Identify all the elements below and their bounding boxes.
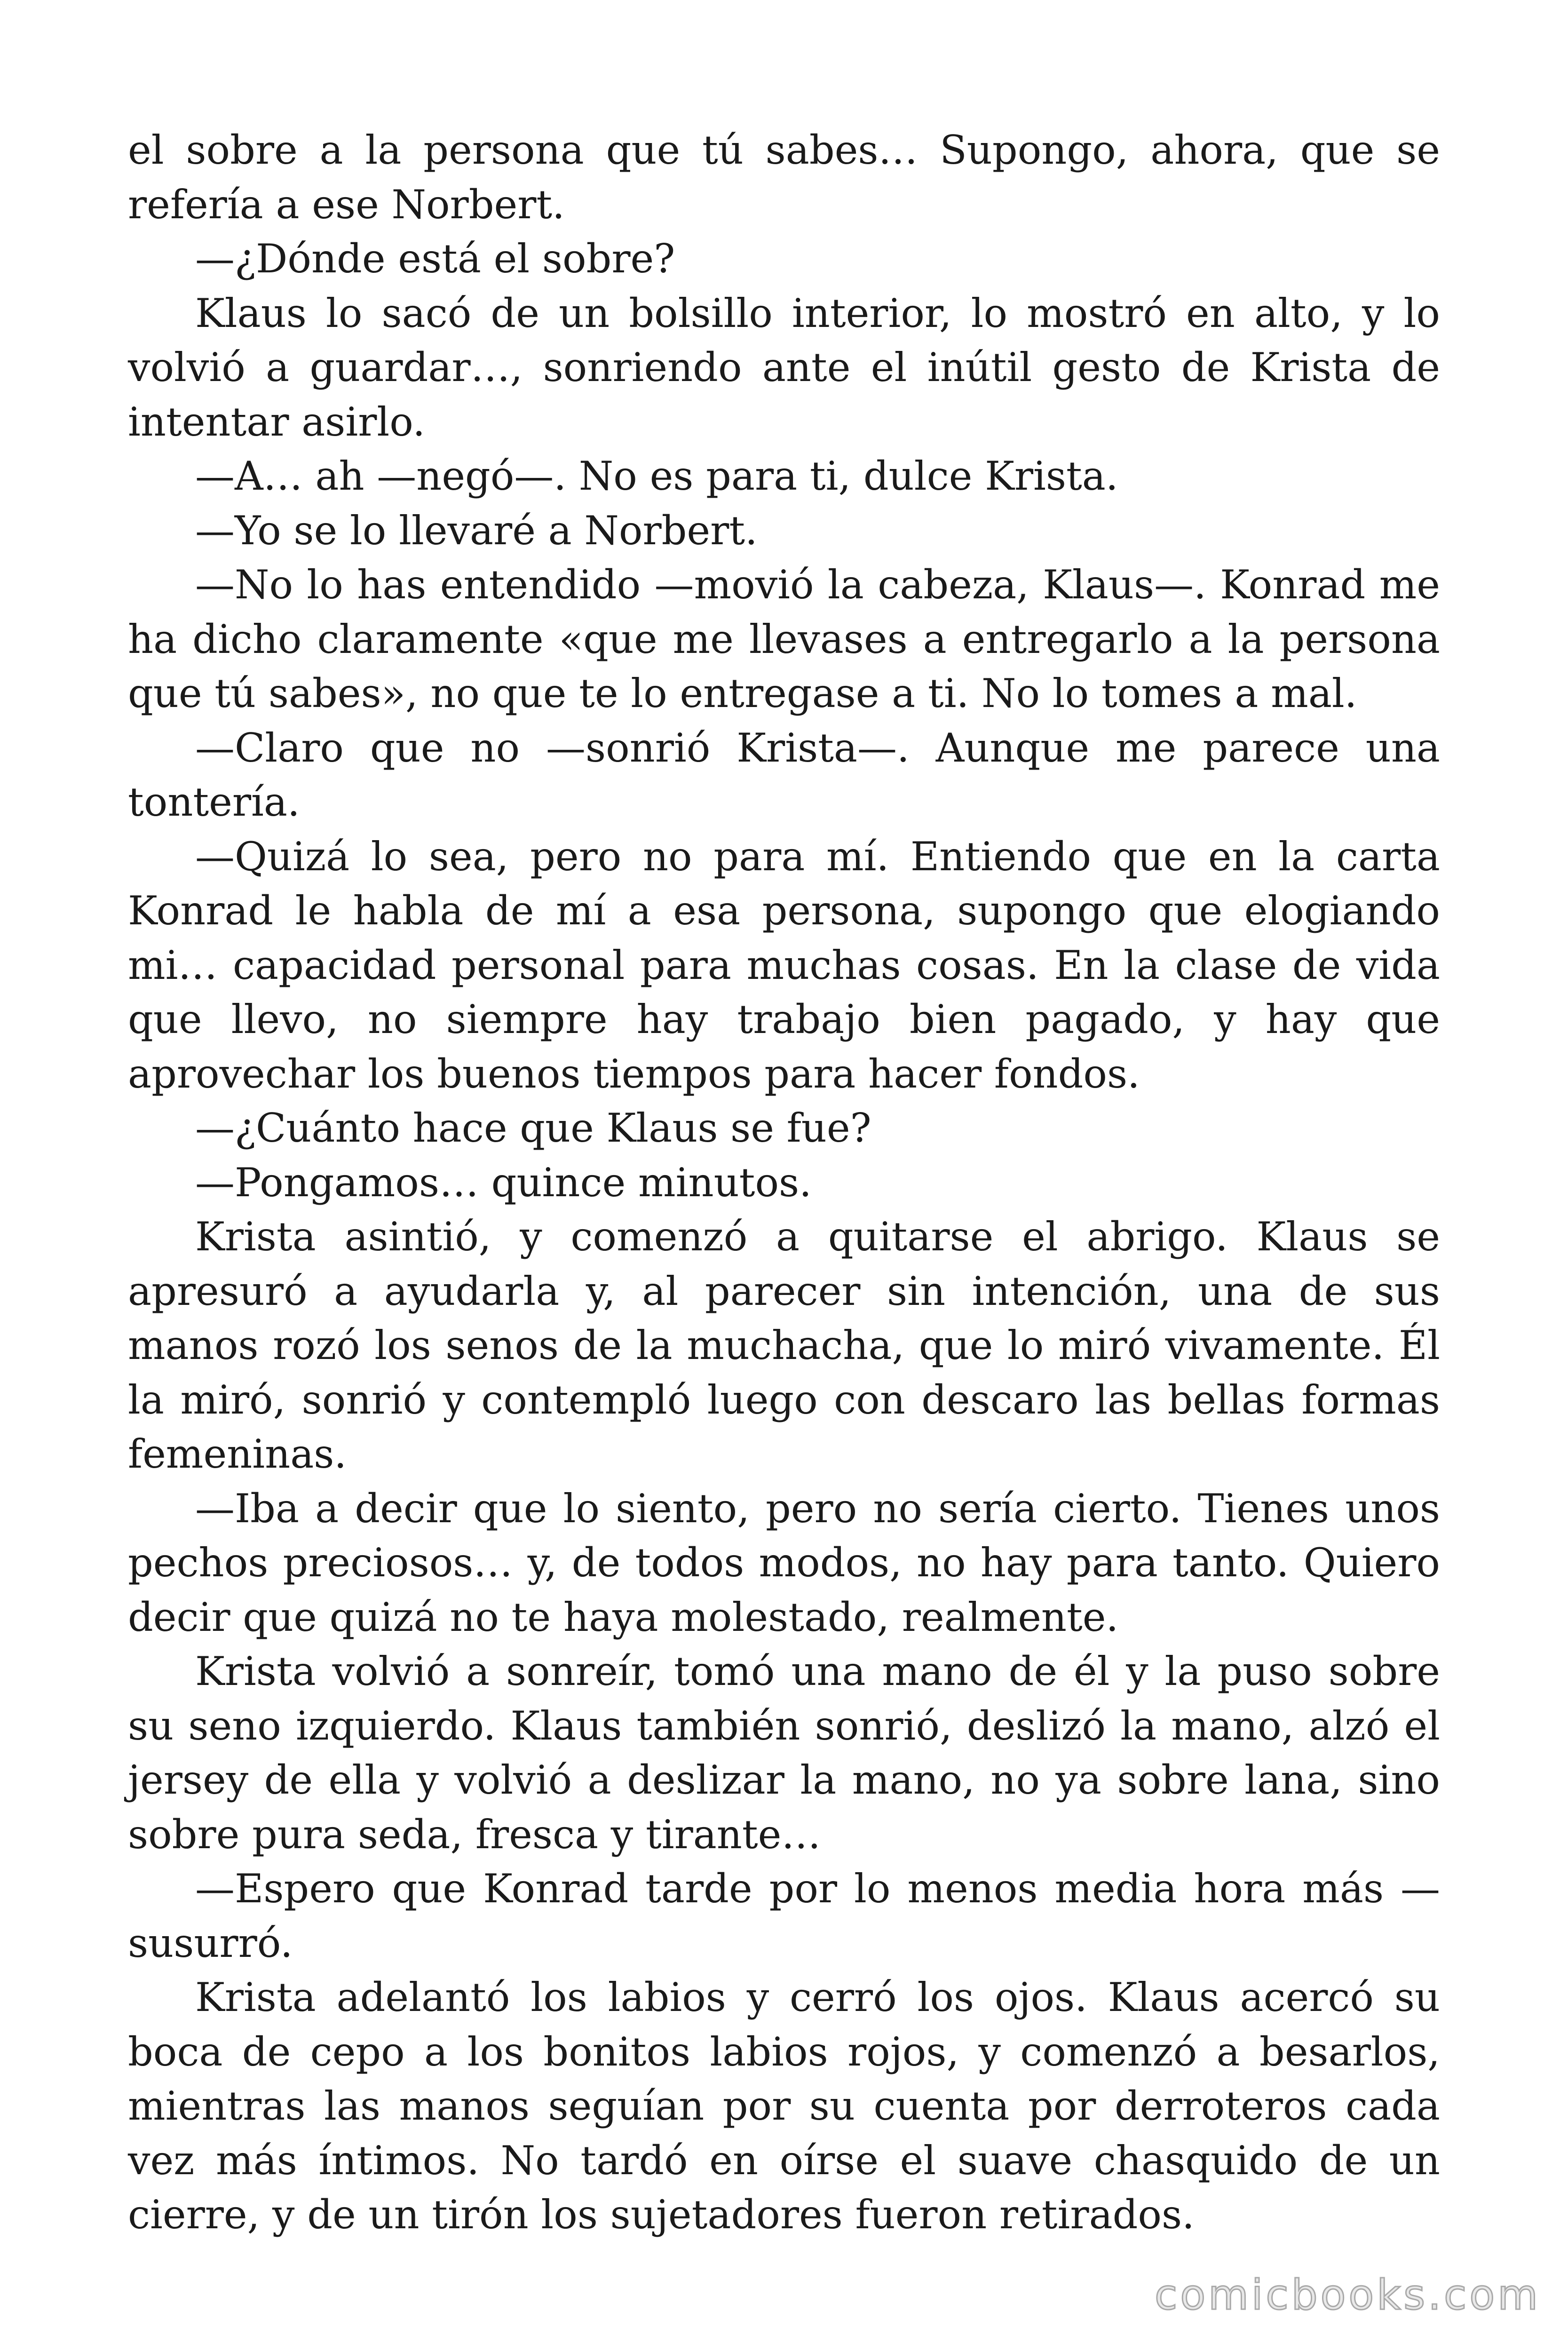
paragraph: —No lo has entendido —movió la cabeza, Klaus—. Konrad me ha dicho claramente «que me llevases a entregarlo a la persona que tú sabes», no que te lo entregase a ti. No lo tomes a mal. xyxy=(128,562,1440,716)
paragraph: el sobre a la persona que tú sabes… Supongo, ahora, que se refería a ese Norbert. xyxy=(128,127,1440,228)
body-text xyxy=(128,123,1440,2242)
paragraph: —Claro que no —sonrió Krista—. Aunque me parece una tontería. xyxy=(128,724,1440,825)
paragraph: —Iba a decir que lo siento, pero no sería cierto. Tienes unos pechos preciosos… y, de todos modos, no hay para tanto. Quiero decir que quizá no te haya molestado, realmente. xyxy=(128,1485,1440,1640)
paragraph: —Quizá lo sea, pero no para mí. Entiendo que en la carta Konrad le habla de mí a esa persona, supongo que elogiando mi… capacidad personal para muchas cosas. En la clase de vida que llevo, no siempre hay trabajo bien pagado, y hay que aprovechar los buenos tiempos para hacer fondos. xyxy=(128,833,1440,1097)
paragraph: Krista asintió, y comenzó a quitarse el abrigo. Klaus se apresuró a ayudarla y, al parecer sin intención, una de sus manos rozó los senos de la muchacha, que lo miró vivamente. Él la miró, sonrió y contempló luego con descaro las bellas formas femeninas. xyxy=(128,1214,1440,1477)
paragraph: —Pongamos… quince minutos. xyxy=(195,1159,812,1206)
watermark: comicbooks.com xyxy=(1154,2271,1541,2319)
paragraph: Krista volvió a sonreír, tomó una mano de él y la puso sobre su seno izquierdo. Klaus también sonrió, deslizó la mano, alzó el jersey de ella y volvió a deslizar la mano, no ya sobre lana, sino sobre pura seda, fresca y tirante… xyxy=(128,1648,1440,1858)
paragraph: Klaus lo sacó de un bolsillo interior, lo mostró en alto, y lo volvió a guardar…, sonriendo ante el inútil gesto de Krista de intentar asirlo. xyxy=(128,290,1440,445)
paragraph: —Espero que Konrad tarde por lo menos media hora más —susurró. xyxy=(128,1866,1440,1966)
paragraph: Krista adelantó los labios y cerró los ojos. Klaus acercó su boca de cepo a los bonitos labios rojos, y comenzó a besarlos, mientras las manos seguían por su cuenta por derroteros cada vez más íntimos. No tardó en oírse el suave chasquido de un cierre, y de un tirón los sujetadores fueron retirados. xyxy=(128,1974,1440,2238)
paragraph: —A… ah —negó—. No es para ti, dulce Krista. xyxy=(195,453,1118,499)
paragraph: —Yo se lo llevaré a Norbert. xyxy=(195,507,758,554)
paragraph: —¿Dónde está el sobre? xyxy=(195,236,675,282)
paragraph: —¿Cuánto hace que Klaus se fue? xyxy=(195,1105,871,1151)
